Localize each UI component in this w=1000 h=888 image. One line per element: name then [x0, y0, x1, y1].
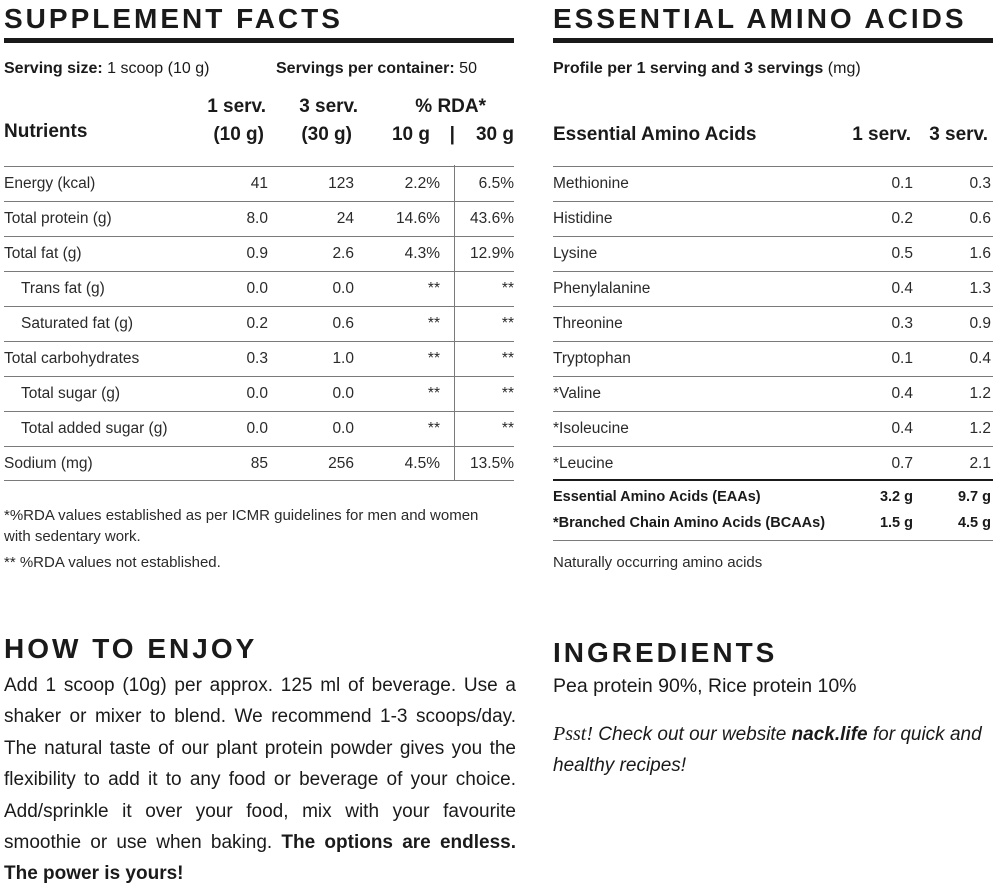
amino-row: [553, 411, 993, 446]
amino-one-serv: 0.4: [891, 385, 913, 402]
nutrient-rda-10g: 4.5%: [404, 455, 440, 472]
amino-one-serv: 0.7: [891, 455, 913, 472]
servings-value: 50: [459, 60, 477, 77]
nutrient-rda-10g: **: [427, 280, 440, 297]
nutrient-three-serv: 0.0: [332, 420, 354, 437]
nutrient-one-serv: 0.3: [246, 350, 268, 367]
amino-three-serv: 1.2: [969, 420, 991, 437]
nutrient-rda-30g: **: [501, 280, 514, 297]
ingredients-title: INGREDIENTS: [553, 637, 778, 668]
three-serv-header: 3 serv.: [299, 96, 358, 117]
amino-three-serv: 0.6: [969, 210, 991, 227]
nutrient-rda-10g: 2.2%: [404, 175, 440, 192]
nutrient-three-serv: 24: [336, 210, 354, 227]
amino-one-serv: 0.1: [891, 350, 913, 367]
website-promo: [553, 719, 993, 781]
amino-one-serv: 0.4: [891, 420, 913, 437]
nutrient-rda-10g: **: [427, 315, 440, 332]
nutrient-row: [4, 236, 514, 271]
nutrient-one-serv: 0.2: [246, 315, 268, 332]
psst-lead: Psst!: [553, 723, 593, 745]
amino-summary-row: [553, 510, 993, 536]
nutrient-three-serv: 256: [328, 455, 354, 472]
how-to-enjoy-title: HOW TO ENJOY: [4, 633, 258, 664]
amino-summary-label: *Branched Chain Amino Acids (BCAAs): [553, 515, 826, 531]
amino-summary-three-serv: 4.5 g: [957, 515, 991, 531]
amino-row: [553, 236, 993, 271]
nutrient-one-serv: 0.0: [246, 385, 268, 402]
nutrient-rda-10g: 4.3%: [404, 245, 440, 262]
amino-title-rule: [553, 38, 993, 43]
nutrient-one-serv: 0.0: [246, 420, 268, 437]
amino-label: *Leucine: [553, 455, 614, 472]
one-serv-header: 1 serv.: [207, 96, 266, 117]
nutrient-rda-30g: 6.5%: [478, 175, 514, 192]
servings-per-container: [276, 60, 477, 78]
nutrient-label: Trans fat (g): [21, 280, 105, 297]
nutrient-label: Total sugar (g): [21, 385, 121, 402]
amino-three-serv: 1.3: [969, 280, 991, 297]
rda-not-established-footnote: ** %RDA values not established.: [4, 554, 221, 571]
nutrient-one-serv: 0.0: [246, 280, 268, 297]
amino-acids-title: ESSENTIAL AMINO ACIDS: [553, 3, 967, 34]
rda-separator: |: [449, 124, 455, 145]
nutrient-label: Total added sugar (g): [21, 420, 168, 437]
serving-size-label: Serving size:: [4, 60, 103, 77]
how-to-enjoy-section: [4, 632, 516, 888]
amino-label: *Valine: [553, 385, 601, 402]
nutrient-three-serv: 0.0: [332, 280, 354, 297]
amino-three-serv: 0.9: [969, 315, 991, 332]
three-serv-weight-header: (30 g): [301, 124, 352, 145]
nutrient-label: Energy (kcal): [4, 175, 96, 192]
nutrients-header: Nutrients: [4, 121, 88, 142]
nutrient-rda-10g: **: [427, 350, 440, 367]
nutrient-rda-30g: 43.6%: [470, 210, 514, 227]
amino-row: [553, 166, 993, 201]
rda-header: % RDA*: [415, 96, 486, 117]
serving-size: [4, 60, 209, 78]
nutrient-rda-10g: 14.6%: [396, 210, 440, 227]
amino-row: [553, 271, 993, 306]
amino-profile-text: Profile per 1 serving and 3 servings: [553, 60, 824, 77]
rda-30g-header: 30 g: [475, 124, 514, 145]
amino-row: [553, 201, 993, 236]
amino-one-serv: 0.3: [891, 315, 913, 332]
ingredients-section: [553, 636, 993, 781]
nutrient-three-serv: 2.6: [332, 245, 354, 262]
nutrient-row: [4, 271, 514, 306]
amino-one-serv: 0.5: [891, 245, 913, 262]
nutrient-label: Total protein (g): [4, 210, 112, 227]
amino-label: Histidine: [553, 210, 613, 227]
nutrient-label: Saturated fat (g): [21, 315, 134, 332]
amino-one-serv: 0.1: [891, 175, 913, 192]
amino-label: *Isoleucine: [553, 420, 629, 437]
supplement-facts-title: SUPPLEMENT FACTS: [4, 3, 343, 34]
nutrient-one-serv: 41: [250, 175, 268, 192]
amino-name-header: Essential Amino Acids: [553, 124, 757, 145]
nutrient-row: [4, 201, 514, 236]
nutrient-rda-30g: **: [501, 315, 514, 332]
amino-profile-unit: (mg): [827, 60, 861, 77]
servings-label: Servings per container:: [276, 60, 455, 77]
amino-label: Tryptophan: [553, 350, 631, 367]
nutrient-label: Total fat (g): [4, 245, 82, 262]
amino-three-serv: 2.1: [969, 455, 991, 472]
amino-one-serv-header: 1 serv.: [852, 124, 911, 145]
nutrient-row: [4, 306, 514, 341]
nutrient-rda-30g: **: [501, 420, 514, 437]
amino-row: [553, 306, 993, 341]
amino-label: Methionine: [553, 175, 629, 192]
amino-label: Phenylalanine: [553, 280, 651, 297]
amino-three-serv: 1.6: [969, 245, 991, 262]
how-to-enjoy-body: [4, 670, 516, 888]
nutrient-one-serv: 0.9: [246, 245, 268, 262]
nutrient-rda-30g: 12.9%: [470, 245, 514, 262]
amino-profile-line: [553, 60, 861, 78]
nutrient-three-serv: 1.0: [332, 350, 354, 367]
nutrient-label: Total carbohydrates: [4, 350, 140, 367]
nutrient-rda-30g: 13.5%: [470, 455, 514, 472]
how-to-enjoy-emphasis: The options are endless. The power is yours!: [4, 832, 516, 885]
nutrient-row: [4, 446, 514, 481]
amino-row: [553, 376, 993, 411]
one-serv-weight-header: (10 g): [213, 124, 264, 145]
serving-size-value: 1 scoop (10 g): [107, 60, 210, 77]
nutrient-three-serv: 0.0: [332, 385, 354, 402]
psst-mid: Check out our website: [593, 724, 792, 745]
rda-footnote: *%RDA values established as per ICMR guidelines for men and women with sedentary work.: [4, 507, 479, 545]
amino-label: Lysine: [553, 245, 598, 262]
amino-summary-rule: [553, 479, 993, 481]
amino-three-serv: 1.2: [969, 385, 991, 402]
amino-row: [553, 446, 993, 481]
amino-three-serv: 0.4: [969, 350, 991, 367]
amino-table-header: [553, 120, 993, 156]
nutrient-rda-10g: **: [427, 385, 440, 402]
nutrient-row: [4, 341, 514, 376]
amino-summary-label: Essential Amino Acids (EAAs): [553, 489, 761, 505]
amino-one-serv: 0.2: [891, 210, 913, 227]
website-link[interactable]: nack.life: [791, 724, 868, 745]
nutrient-rda-30g: **: [501, 350, 514, 367]
amino-one-serv: 0.4: [891, 280, 913, 297]
nutrient-rda-10g: **: [427, 420, 440, 437]
nutrient-row: [4, 166, 514, 201]
how-to-enjoy-text: Add 1 scoop (10g) per approx. 125 ml of beverage. Use a shaker or mixer to blend. We recommend 1-3 scoops/day. The natural taste of our plant protein powder gives you the flexibility to add it to any food or beverage of your choice. Add/sprinkle it over your food, mix with your favourite smoothie or use when baking.: [4, 675, 516, 854]
nutrient-row: [4, 411, 514, 446]
amino-note: Naturally occurring amino acids: [553, 554, 763, 571]
amino-summary-row: [553, 484, 993, 510]
amino-summary-bottom-rule: [553, 540, 993, 541]
supplement-title-rule: [4, 38, 514, 43]
supplement-table-header: [4, 96, 514, 160]
amino-label: Threonine: [553, 315, 623, 332]
nutrient-label: Sodium (mg): [4, 455, 93, 472]
nutrient-row: [4, 376, 514, 411]
nutrient-three-serv: 123: [328, 175, 354, 192]
amino-three-serv-header: 3 serv.: [929, 124, 988, 145]
ingredients-list: Pea protein 90%, Rice protein 10%: [553, 675, 857, 697]
amino-summary-three-serv: 9.7 g: [957, 489, 991, 505]
nutrient-three-serv: 0.6: [332, 315, 354, 332]
rda-10g-header: 10 g: [391, 124, 430, 145]
amino-row: [553, 341, 993, 376]
nutrient-rda-30g: **: [501, 385, 514, 402]
nutrient-one-serv: 85: [250, 455, 268, 472]
psst-end: for quick and healthy recipes!: [553, 724, 982, 776]
amino-summary-one-serv: 1.5 g: [879, 515, 913, 531]
amino-three-serv: 0.3: [969, 175, 991, 192]
rda-column-divider: [454, 165, 455, 480]
amino-summary-one-serv: 3.2 g: [879, 489, 913, 505]
nutrient-one-serv: 8.0: [246, 210, 268, 227]
